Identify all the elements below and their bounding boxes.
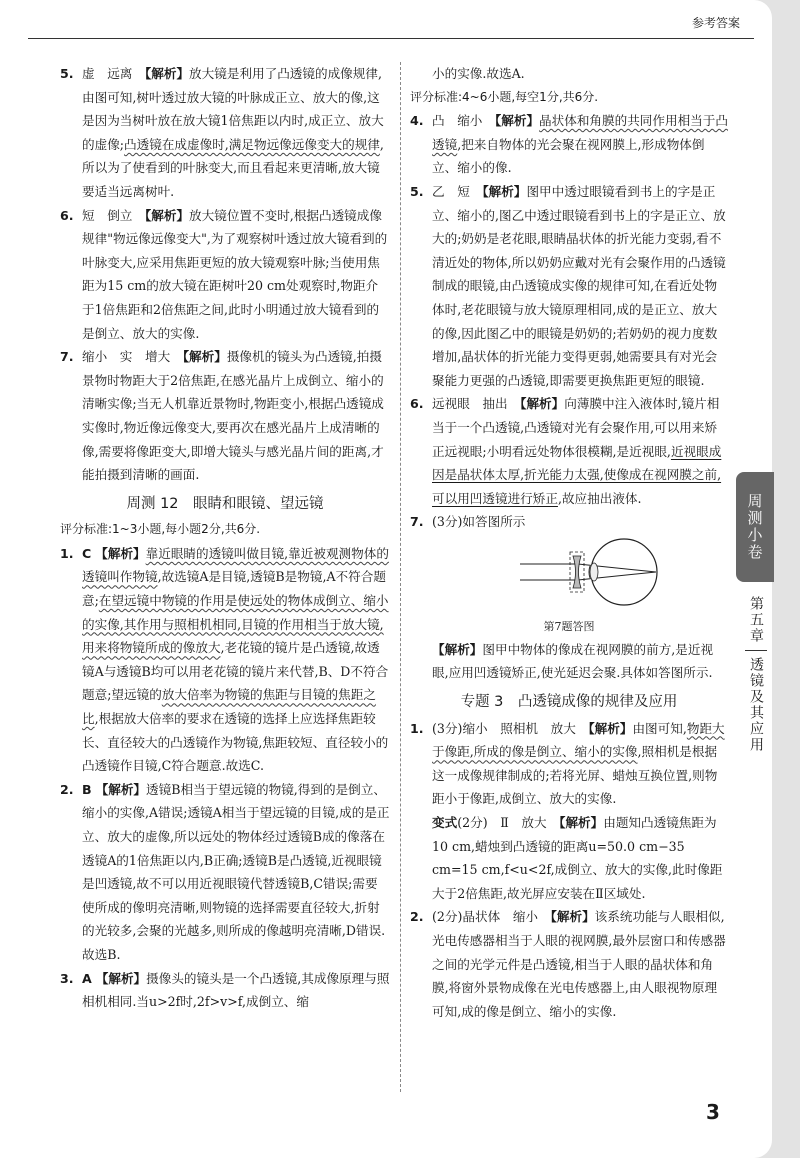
item-text: 放大镜位置不变时,根据凸透镜成像规律"物远像远像变大",为了观察树叶透过放大镜看到的叶脉变大,应采用焦距更短的放大镜观察叶脉;当使用焦距为15 cm的放大镜在距树叶20 cm处观察时,物距介于1倍焦距和2倍焦距之间,此时小明通过放大镜看到的是倒立、放大的实像.	[82, 207, 388, 341]
item-text: ,把来自物体的光会聚在视网膜上,形成物体倒立、缩小的像.	[432, 136, 705, 176]
header-rule	[28, 38, 754, 39]
right-column	[410, 62, 728, 1023]
item-number: 6.	[410, 396, 424, 412]
item-text: 摄像头的镜头是一个凸透镜,其成像原理与照相机相同.当u>2f时,2f>v>f,成倒立、缩	[82, 970, 390, 1010]
answer-item-2	[60, 778, 390, 967]
item-text: 由题知凸透镜焦距为10 cm,蜡烛到凸透镜的距离u=50.0 cm−35 cm=15 cm,f<u<2f,成倒立、放大的实像,此时像距大于2倍焦距,故光屏应安装在Ⅱ区域处.	[432, 815, 723, 901]
analysis-tag: 【解析】	[95, 545, 146, 561]
side-separator	[745, 650, 767, 651]
item-text: 向薄膜中注入液体时,镜片相当于一个凸透镜,凸透镜对光有会聚作用,可以用来矫正远视眼;小明看远处物体很模糊,是近视眼,	[432, 396, 720, 459]
answer-item-s1	[410, 717, 728, 811]
side-tab-label: 周测小卷	[745, 493, 764, 561]
answer-item-6	[60, 204, 390, 346]
item-text: (3分)如答图所示	[432, 514, 526, 530]
analysis-tag: 【解析】	[559, 815, 604, 831]
item-score: (2分)	[457, 815, 501, 831]
column-divider	[400, 62, 401, 1092]
item-text: ,根据放大倍率的要求在透镜的选择上应选择焦距较长、直径较大的凸透镜作为物镜,焦距较短、直径较小的凸透镜作目镜,C符合题意.故选C.	[82, 711, 389, 774]
page-number: 3	[706, 1100, 720, 1124]
variant-label: 变式	[432, 815, 458, 831]
analysis-tag: 【解析】	[432, 641, 483, 657]
header-label: 参考答案	[691, 16, 740, 30]
item-text: ,照相机是根据这一成像规律制成的;若将光屏、蜡烛互换位置,则物距小于像距,成倒立、放大的实像.	[432, 744, 718, 807]
section-title: 周测 12 眼睛和眼镜、望远镜	[126, 495, 324, 512]
item-answer: 缩小 实 增大	[82, 349, 183, 365]
item-answer: 缩小 照相机 放大	[462, 720, 589, 736]
analysis-tag: 【解析】	[520, 396, 565, 412]
emphasis-text: 靠近眼睛的透镜叫做目镜,靠近被观测物体的透镜叫作物镜	[82, 545, 389, 585]
emphasis-text: 放大倍率为物镜的焦距与目镜的焦距之比	[82, 687, 376, 727]
item-text: ,所以为了使看到的叶脉变大,而且看起来更清晰,放大镜要适当远离树叶.	[82, 136, 384, 199]
item-answer: B	[82, 781, 92, 797]
scoring-standard: 评分标准:1~3小题,每小题2分,共6分.	[60, 522, 261, 537]
analysis-tag: 【解析】	[482, 183, 527, 199]
item-score: (3分)	[432, 720, 463, 736]
emphasis-text: 近视眼成因是晶状体太厚,折光能力太强,使像成在视网膜之前,可以用凹透镜进行矫正	[432, 443, 722, 506]
item-number: 2.	[60, 781, 74, 797]
item-answer: 虚 远离	[82, 66, 145, 81]
item-text: 图甲中透过眼镜看到书上的字是正立、缩小的,图乙中透过眼镜看到书上的字是正立、放大的;奶奶是老花眼,眼睛晶状体的折光能力变弱,看不清近处的物体,所以奶奶应戴对光有会聚作用的凸透镜制成的眼镜,由凸透镜成实像的规律可知,在看近处物体时,老花眼镜与放大镜原理相同,成的是正立、放大的像,因此图乙中的眼镜是奶奶的;若奶奶的视力度数增加,晶状体的折光能力变得更弱,她需要具有对光会聚能力更强的凸透镜,即需要更换焦距更短的眼镜.	[432, 183, 726, 388]
analysis-tag: 【解析】	[494, 113, 540, 129]
answer-item-5	[60, 62, 390, 204]
item-continuation: 小的实像.故选A.	[432, 66, 525, 81]
item-answer: 晶状体 缩小	[462, 909, 551, 925]
analysis-tag: 【解析】	[144, 66, 190, 81]
item-text: 图甲中物体的像成在视网膜的前方,是近视眼,应用凹透镜矫正,使光延迟会聚.具体如答图所示.	[432, 641, 714, 681]
answer-item-7	[410, 510, 728, 534]
variant-item	[410, 811, 728, 905]
analysis-tag: 【解析】	[95, 781, 146, 797]
item-answer: Ⅱ 放大	[500, 815, 560, 831]
side-chapter	[740, 596, 772, 753]
left-column	[60, 62, 390, 1014]
item-score: (2分)	[432, 909, 463, 925]
item-number: 2.	[410, 909, 424, 925]
item-number: 6.	[60, 207, 74, 223]
item-answer: 乙 短	[432, 183, 483, 199]
item-answer: C	[82, 545, 92, 561]
item-answer: 远视眼 抽出	[432, 396, 521, 412]
item-number: 5.	[60, 66, 74, 81]
analysis-tag: 【解析】	[550, 909, 595, 925]
item-number: 7.	[410, 514, 424, 530]
emphasis-text: 在望远镜中物镜的作用是使远处的物体成倒立、缩小的实像,其作用与照相机相同,目镜的作用相当于放大镜,用来将物镜所成的像放大	[82, 593, 389, 656]
analysis-tag: 【解析】	[588, 720, 633, 736]
item-text: 放大镜是利用了凸透镜的成像规律,由图可知,树叶透过放大镜的叶脉成正立、放大的像,这是因为当树叶放在放大镜1倍焦距以内时,成正立、放大的虚像;	[82, 66, 384, 152]
answer-item-5	[410, 180, 728, 392]
item-answer: 凸 缩小	[432, 113, 495, 129]
item-number: 5.	[410, 183, 424, 199]
item-text: ,故应抽出液体.	[557, 490, 642, 506]
side-topic-label: 透镜及其应用	[748, 657, 764, 753]
item-number: 7.	[60, 349, 74, 365]
item-text: ,老花镜的镜片是凸透镜,故透镜A与透镜B均可以用老花镜的镜片来代替,B、D不符合题意;望远镜的	[82, 640, 389, 703]
figure-explanation	[410, 638, 728, 685]
section-title: 专题 3 凸透镜成像的规律及应用	[460, 694, 678, 711]
eye-lens-figure	[410, 536, 728, 618]
side-chapter-label: 第五章	[748, 596, 764, 644]
item-text: 摄像机的镜头为凸透镜,拍摄景物时物距大于2倍焦距,在感光晶片上成倒立、缩小的清晰实像;当无人机靠近景物时,物距变小,根据凸透镜成实像时,物近像远像变大,要再次在感光晶片上成清晰的像,需要将像距变大,即增大镜头与感光晶片间的距离,才能拍摄到清晰的画面.	[82, 349, 384, 483]
analysis-tag: 【解析】	[182, 349, 227, 365]
item-number: 1.	[60, 545, 74, 561]
emphasis-text: 晶状体和角膜的共同作用相当于凸透镜	[432, 113, 728, 152]
eye-diagram-icon	[520, 536, 660, 616]
item-answer: A	[82, 970, 92, 986]
answer-item-s2	[410, 905, 728, 1023]
emphasis-text: 物距大于像距,所成的像是倒立、缩小的实像	[432, 720, 725, 760]
figure-caption: 第7题答图	[543, 619, 595, 633]
answer-item-4	[410, 109, 728, 180]
emphasis-text: 凸透镜在成虚像时,满足物远像远像变大的规律	[124, 136, 380, 152]
analysis-tag: 【解析】	[95, 970, 147, 986]
answer-item-1	[60, 542, 390, 778]
answer-item-6	[410, 392, 728, 510]
item-text: ,故选镜A是目镜,透镜B是物镜,A不符合题意;	[82, 569, 386, 609]
item-text: 透镜B相当于望远镜的物镜,得到的是倒立、缩小的实像,A错误;透镜A相当于望远镜的目镜,成的是正立、放大的虚像,所以远处的物体经过透镜B成的像落在透镜A的1倍焦距以内,B正确;透镜B是凸透镜,近视眼镜是凹透镜,故不可以用近视眼镜代替透镜B,C错误;需要使所成的像明亮清晰,则物镜的选择需要直径较大,折射的光较多,会聚的光越多,则所成的像越明亮清晰,D错误.故选B.	[82, 781, 390, 962]
item-number: 4.	[410, 113, 424, 129]
answer-item-7	[60, 345, 390, 487]
item-answer: 短 倒立	[82, 207, 145, 223]
analysis-tag: 【解析】	[144, 207, 190, 223]
scoring-standard: 评分标准:4~6小题,每空1分,共6分.	[410, 89, 599, 104]
side-tab	[736, 472, 774, 582]
item-number: 1.	[410, 720, 424, 736]
answer-item-3	[60, 967, 390, 1014]
page-header	[0, 0, 772, 40]
item-text: 由图可知,	[632, 720, 687, 736]
item-number: 3.	[60, 970, 74, 986]
item-text: 该系统功能与人眼相似,光电传感器相当于人眼的视网膜,最外层窗口和传感器之间的光学元件是凸透镜,相当于人眼的晶状体和角膜,将窗外景物成像在光电传感器上,由人眼视物原理可知,成的像是倒立、缩小的实像.	[432, 909, 726, 1019]
